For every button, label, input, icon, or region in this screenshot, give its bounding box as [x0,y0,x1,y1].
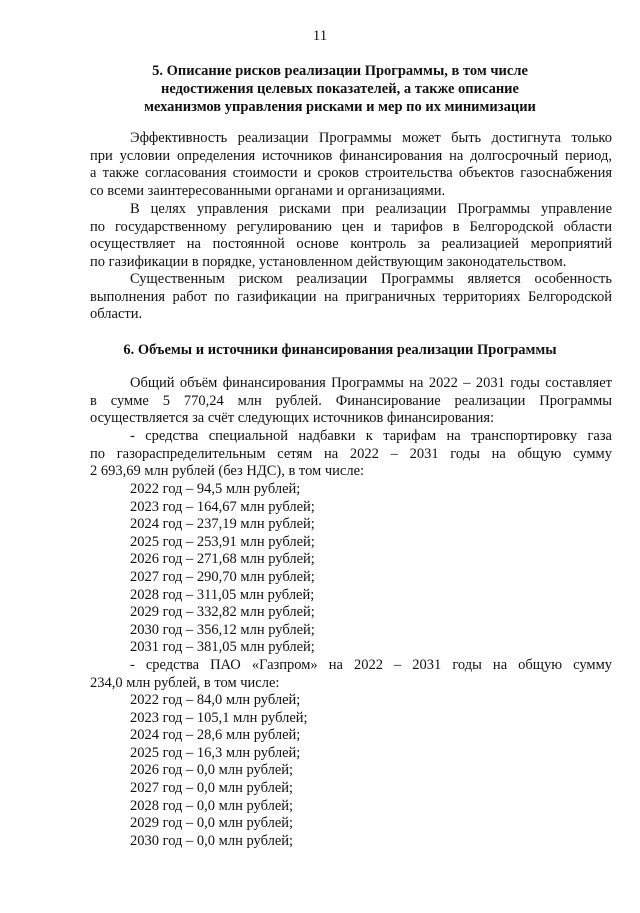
list-item: 2031 год – 381,05 млн рублей; [130,639,315,656]
list-item: 2022 год – 84,0 млн рублей; [130,692,301,708]
text-line: по газификации в порядке, установленном действующим законодательством. [90,253,567,270]
list-item: 2026 год – 271,68 млн рублей; [130,551,315,568]
list-item: 2022 год – 94,5 млн рублей; [130,481,301,497]
list-item: 2029 год – 332,82 млн рублей; [130,604,315,621]
list-item: 2028 год – 311,05 млн рублей; [130,586,315,603]
list-item: 2027 год – 290,70 млн рублей; [130,568,315,585]
text-line: области. [90,306,143,323]
page-number: 11 [312,28,328,44]
text-line: 234,0 млн рублей, в том числе: [90,674,280,691]
list-item: 2029 год – 0,0 млн рублей; [130,815,294,832]
list-item: 2030 год – 0,0 млн рублей; [130,832,294,849]
list-item: 2028 год – 0,0 млн рублей; [130,797,294,814]
list-item: 2024 год – 237,19 млн рублей; [130,516,315,533]
list-item: 2023 год – 164,67 млн рублей; [130,498,315,515]
text-line: а также согласования стоимости и сроков строительства объектов газоснабжения [90,165,612,182]
heading-line: механизмов управления рисками и мер по их минимизации [144,99,536,115]
text-line: в сумме 5 770,24 млн рублей. Финансирование реализации Программы [90,392,612,409]
source-2-year-list [130,692,308,850]
text-line: Общий объём финансирования Программы на 2022 – 2031 годы составляет [130,375,612,391]
list-item: 2024 год – 28,6 млн рублей; [130,727,301,744]
text-line: В целях управления рисками при реализации Программы управление [130,201,612,217]
text-line: при условии определения источников финансирования на долгосрочный период, [90,147,612,164]
list-item: 2030 год – 356,12 млн рублей; [130,621,315,638]
paragraph-source-gazprom [90,657,612,692]
list-item: 2026 год – 0,0 млн рублей; [130,762,294,779]
section-6-heading [80,341,600,359]
text-line: по газораспределительным сетям на 2022 – 2031 годы на общую сумму [90,445,612,462]
heading-line: 5. Описание рисков реализации Программы, в том числе [152,63,528,79]
heading-line: 6. Объемы и источники финансирования реализации Программы [123,342,557,358]
source-1-year-list [130,481,315,657]
text-line: - средства ПАО «Газпром» на 2022 – 2031 годы на общую сумму [130,657,612,673]
text-line: Эффективность реализации Программы может быть достигнута только [130,130,612,146]
list-item: 2023 год – 105,1 млн рублей; [130,709,308,726]
paragraph-border-risk [90,271,612,324]
list-item: 2025 год – 253,91 млн рублей; [130,533,315,550]
text-line: выполнения работ по газификации на приграничных территориях Белгородской [90,288,612,305]
text-line: осуществляет на постоянной основе контроль за реализацией мероприятий [90,236,612,253]
list-item: 2025 год – 16,3 млн рублей; [130,744,301,761]
text-line: со всеми заинтересованными органами и организациями. [90,182,446,199]
text-line: - средства специальной надбавки к тарифам на транспортировку газа [130,428,612,444]
text-line: по государственному регулированию цен и тарифов в Белгородской области [90,218,612,235]
paragraph-effectiveness [90,130,612,200]
text-line: Существенным риском реализации Программы является особенность [130,271,612,287]
paragraph-risk-management [90,201,612,271]
list-item: 2027 год – 0,0 млн рублей; [130,779,294,796]
heading-line: недостижения целевых показателей, а также описание [161,81,519,97]
text-line: осуществляется за счёт следующих источников финансирования: [90,410,495,427]
paragraph-financing-intro [90,375,612,428]
paragraph-source-tariff-surcharge [90,428,612,481]
section-5-heading [80,62,600,116]
text-line: 2 693,69 млн рублей (без НДС), в том числе: [90,463,365,480]
